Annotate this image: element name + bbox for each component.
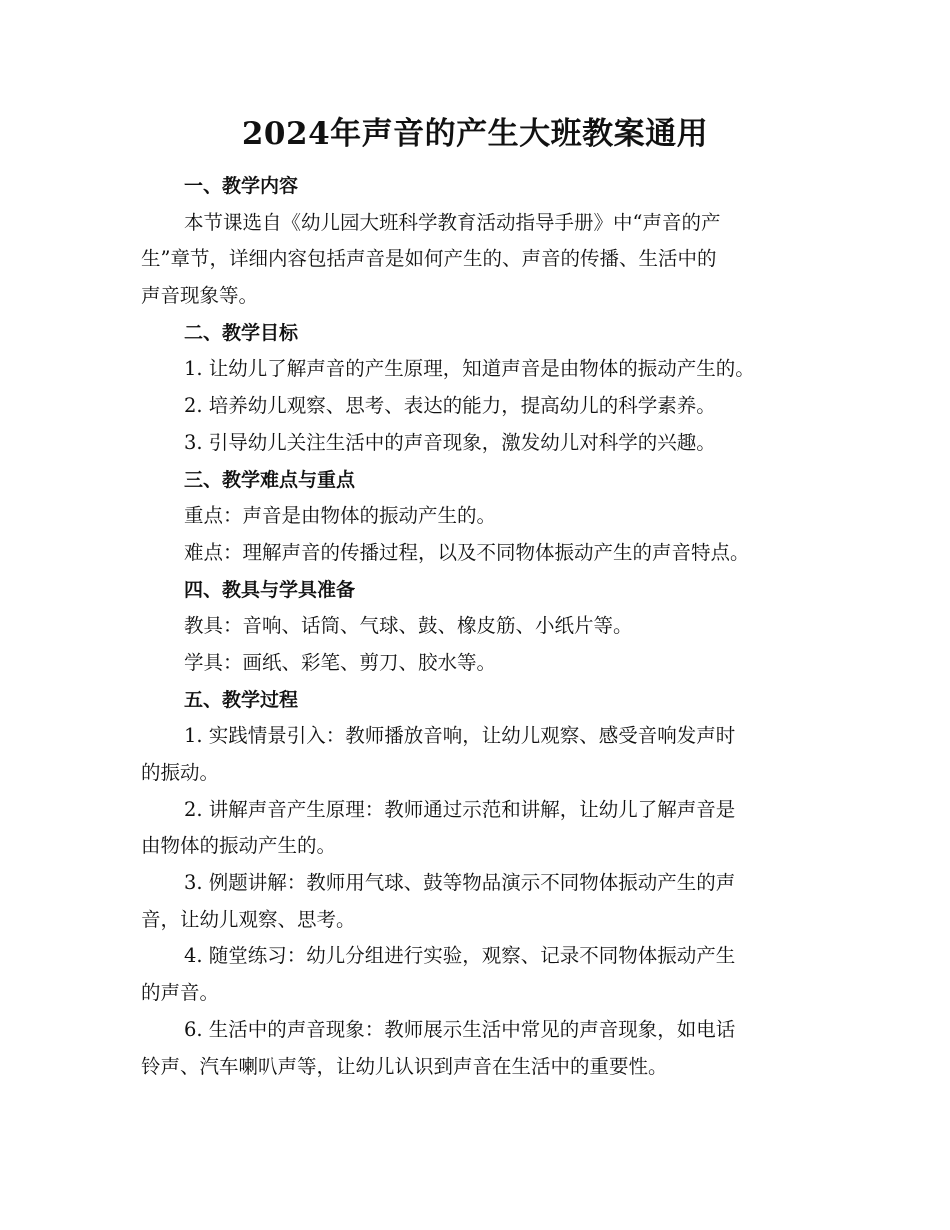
paragraph-line: 4. 随堂练习：幼儿分组进行实验，观察、记录不同物体振动产生	[184, 944, 736, 968]
section-heading: 三、教学难点与重点	[184, 468, 356, 491]
section-heading: 五、教学过程	[184, 688, 299, 711]
paragraph-line: 难点：理解声音的传播过程，以及不同物体振动产生的声音特点。	[184, 540, 750, 564]
paragraph-continuation-line: 的振动。	[141, 761, 220, 784]
section-heading: 二、教学目标	[184, 321, 299, 344]
paragraph-line: 2. 培养幼儿观察、思考、表达的能力，提高幼儿的科学素养。	[184, 394, 716, 418]
paragraph-line: 教具：音响、话筒、气球、鼓、橡皮筋、小纸片等。	[184, 614, 633, 638]
paragraph-line: 3. 引导幼儿关注生活中的声音现象，激发幼儿对科学的兴趣。	[184, 430, 716, 454]
paragraph-line: 1. 实践情景引入：教师播放音响，让幼儿观察、感受音响发声时	[184, 724, 736, 748]
paragraph-continuation-line: 由物体的振动产生的。	[141, 834, 337, 858]
paragraph-line: 本节课选自《幼儿园大班科学教育活动指导手册》中“声音的产	[184, 210, 721, 234]
document-body	[141, 168, 811, 1085]
paragraph-continuation-line: 音，让幼儿观察、思考。	[141, 907, 356, 931]
page-title: 2024年声音的产生大班教案通用	[241, 116, 709, 152]
paragraph-continuation-line: 的声音。	[141, 981, 220, 1005]
paragraph-line: 6. 生活中的声音现象：教师展示生活中常见的声音现象，如电话	[184, 1017, 736, 1041]
paragraph-continuation-line: 声音现象等。	[141, 284, 259, 308]
section-heading: 四、教具与学具准备	[184, 578, 356, 601]
paragraph-line: 学具：画纸、彩笔、剪刀、胶水等。	[184, 650, 497, 674]
paragraph-continuation-line: 生”章节，详细内容包括声音是如何产生的、声音的传播、生活中的	[141, 247, 717, 271]
paragraph-line: 3. 例题讲解：教师用气球、鼓等物品演示不同物体振动产生的声	[184, 871, 736, 895]
paragraph-line: 2. 讲解声音产生原理：教师通过示范和讲解，让幼儿了解声音是	[184, 797, 736, 821]
paragraph-line: 1. 让幼儿了解声音的产生原理，知道声音是由物体的振动产生的。	[184, 357, 755, 381]
section-heading: 一、教学内容	[184, 175, 299, 197]
paragraph-continuation-line: 铃声、汽车喇叭声等，让幼儿认识到声音在生活中的重要性。	[141, 1054, 668, 1078]
paragraph-line: 重点：声音是由物体的振动产生的。	[184, 504, 497, 528]
